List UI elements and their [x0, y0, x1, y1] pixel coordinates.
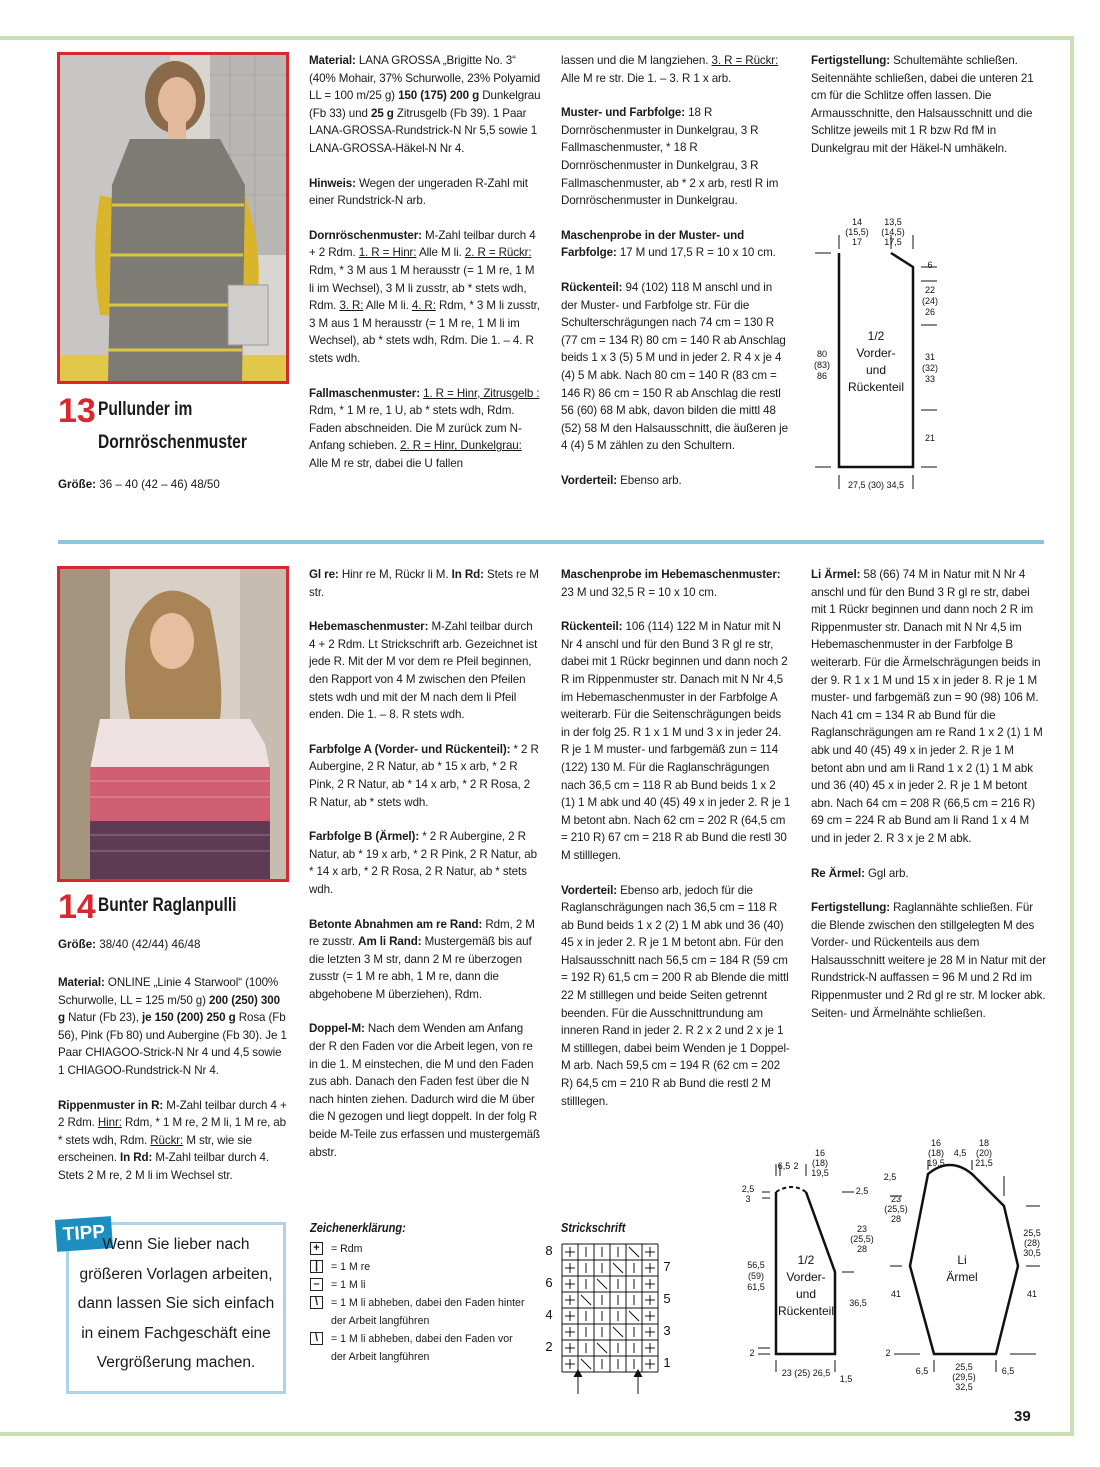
- schs-top-c1: 18: [978, 1138, 990, 1148]
- schb-top-a: 6,5: [777, 1161, 791, 1171]
- chart-title: Strickschrift: [561, 1220, 626, 1235]
- maschenprobe-paragraph: Maschenprobe im Hebemaschenmuster: 23 M und 32,5 R = 10 x 10 cm.: [561, 568, 781, 599]
- chart-slip-stitch: [581, 1359, 591, 1369]
- chart-edge-stitch: [645, 1327, 655, 1337]
- chart-slip-stitch: [597, 1279, 607, 1289]
- schematic-pullunder: [805, 215, 965, 500]
- chart-edge-stitch: [565, 1359, 575, 1369]
- project14-col2: [561, 566, 791, 1127]
- legend-item: – = 1 M li: [310, 1276, 530, 1294]
- chart-edge-stitch: [565, 1295, 575, 1305]
- sch13-top-right-3: 17,5: [884, 237, 902, 247]
- schb-top-c1: 16: [814, 1148, 826, 1158]
- chart-edge-stitch: [565, 1279, 575, 1289]
- schb-bottom: 23 (25) 26,5: [781, 1368, 831, 1378]
- chart-row-label: 2: [545, 1339, 553, 1354]
- farbfolge-a-paragraph: Farbfolge A (Vorder- und Rückenteil): * 2 R Aubergine, 2 R Natur, ab * 15 x arb, * 2 R Pink, 2 R Natur, ab * 14 x arb, * 2 R Rosa, 2 R Natur, ab * stets wdh.: [309, 742, 539, 809]
- sch13-left-a: 80: [816, 349, 828, 359]
- schb-bund: 2: [749, 1348, 755, 1358]
- schb-bottom-b: 1,5: [839, 1374, 853, 1384]
- chart-edge-stitch: [645, 1359, 655, 1369]
- schb-right-b1: 23: [856, 1224, 868, 1234]
- li-aermel-paragraph: Li Ärmel: 58 (66) 74 M in Natur mit N Nr 4 anschl und für den Bund 3 R gl re str, dabei mit 1 Rückr beginnen und dann noch 2 R im Rippenmuster str. Danach mit N Nr 4,5 im Hebemaschenmuster in der Farbfolge B weiterarb. Für die Ärmelschrägungen beids in der 9. R 1 x 1 M und 15 x in jeder 8. R je 1 M muster- und farbgemäß zun = 90 (98) 106 M. Nach 41 cm = 134 R ab Bund für die Raglanschrägungen am re Rand 1 x 2 (1) 1 M abk und 40 (45) 49 x in jeder 2. R je 1 M betont abn und am li Rand 1 x 2 (1) 1 M abk und 36 (40) 45 x in jeder 2. R je 1 M betont abn. Nach 64 cm = 208 R (66,5 cm = 216 R) 69 cm = 224 R ab Bund am li Rand 1 x 4 M und in jeder 2. R 3 x je 2 M abk.: [811, 568, 1043, 845]
- schb-center-4: Rückenteil: [777, 1304, 835, 1318]
- vorderteil-paragraph: Vorderteil: Ebenso arb, jedoch für die Raglanschrägungen nach 36,5 cm = 118 R ab Bund beids 1 x 2 (2) 1 M abk und 36 (40) 45 x in jeder 2. R je 1 M betont abn. Für den Halsausschnitt nach 56,5 cm = 184 R (59 cm = 192 R) 61,5 cm = 200 R ab Blende die mittl 22 M stilllegen und beide Seiten getrennt beenden. Für die Ausschnittrundung am inneren Rand in jeder 2. R 2 x 2 und 2 x je 1 M stilllegen, dabei beim Wenden je 1 Doppel-M arb. Nach 59,5 cm = 194 R (62 cm = 202 R) 64,5 cm = 210 R ab Bund die restl 2 M stilllegen.: [561, 883, 790, 1108]
- knitting-chart: [540, 1236, 680, 1396]
- knit-stitch-icon: |: [310, 1260, 323, 1273]
- chart-slip-stitch: [613, 1327, 623, 1337]
- project14-title: Bunter Raglanpulli: [98, 895, 237, 916]
- chart-row-label: 3: [663, 1323, 671, 1338]
- schs-bottom-c: 6,5: [1001, 1366, 1015, 1376]
- chart-edge-stitch: [565, 1343, 575, 1353]
- sch13-top-right-1: 13,5: [884, 217, 902, 227]
- sch13-left-b: (83): [813, 360, 831, 370]
- chart-row-label: 4: [545, 1307, 553, 1322]
- schb-center-1: 1/2: [797, 1253, 815, 1267]
- chart-slip-stitch: [613, 1263, 623, 1273]
- schs-left-b3: 28: [890, 1214, 902, 1224]
- hinweis-paragraph: Hinweis: Wegen der ungeraden R-Zahl mit einer Rundstrick-N arb.: [309, 176, 528, 208]
- slip-back-icon: \: [310, 1296, 323, 1309]
- chart-slip-stitch: [629, 1311, 639, 1321]
- project14-number: 14: [58, 888, 96, 926]
- project13-number: 13: [58, 392, 96, 430]
- fertigstellung-paragraph: Fertigstellung: Raglannähte schließen. Für die Blende zwischen den stillgelegten M des Vorder- und Rückenteils aus dem Halsausschnitt weitere je 28 M in Natur mit der Rundstrick-N auffassen = 96 M und 2 Rd im Rippenmuster und 2 Rd gl re str. M locker abk. Seiten- und Ärmelnähte schließen.: [811, 901, 1046, 1020]
- schb-top-b: 2: [793, 1161, 799, 1171]
- size-value: 38/40 (42/44) 46/48: [99, 938, 201, 951]
- schematic-body: [740, 1136, 890, 1386]
- tipp-text: Wenn Sie lieber nach größeren Vorlagen arbeiten, dann lassen Sie sich einfach in einem Fachgeschäft eine Vergrößerung machen.: [77, 1236, 275, 1371]
- sch13-right-1: 6: [927, 260, 933, 270]
- schb-center-2: Vorder-: [786, 1270, 826, 1284]
- schs-right-b: 41: [1026, 1289, 1038, 1299]
- schs-bund: 2: [885, 1348, 891, 1358]
- chart-slip-stitch: [581, 1295, 591, 1305]
- legend-item: | = 1 M re: [310, 1258, 530, 1276]
- schs-top-b: 4,5: [953, 1148, 967, 1158]
- schematic-sleeve: [880, 1136, 1050, 1392]
- chart-edge-stitch: [645, 1295, 655, 1305]
- chart-row-label: 1: [663, 1355, 671, 1370]
- chart-edge-stitch: [565, 1311, 575, 1321]
- legend-title: Zeichenerklärung:: [310, 1220, 406, 1235]
- legend-item: + = Rdm: [310, 1240, 530, 1258]
- schs-top-a1: 16: [930, 1138, 942, 1148]
- schs-left-b1: 23: [890, 1194, 902, 1204]
- schs-right-a2: (28): [1023, 1238, 1041, 1248]
- chart-edge-stitch: [645, 1311, 655, 1321]
- sch13-right-2a: 22: [924, 285, 936, 295]
- schb-center-3: und: [795, 1287, 817, 1301]
- project13-col2: [561, 52, 791, 506]
- legend-item: \ = 1 M li abheben, dabei den Faden hinter der Arbeit langführen: [310, 1294, 530, 1330]
- chart-edge-stitch: [645, 1247, 655, 1257]
- schb-right-b2: (25,5): [850, 1234, 874, 1244]
- schs-top-c2: (20): [975, 1148, 993, 1158]
- legend: [310, 1240, 530, 1366]
- project14-col0: [58, 974, 290, 1202]
- project13-title-line2: Dornröschenmuster: [98, 432, 247, 453]
- schb-top-c3: 19,5: [811, 1168, 829, 1178]
- schs-right-a1: 25,5: [1023, 1228, 1041, 1238]
- schb-left-a1: 2,5: [741, 1184, 755, 1194]
- schs-center-2: Ärmel: [946, 1270, 978, 1284]
- sch13-top-right-2: (14,5): [881, 227, 905, 237]
- size-label: Größe:: [58, 478, 97, 491]
- project13-col1: [309, 52, 541, 489]
- project13-col3: [811, 52, 1046, 175]
- sch13-center-1: 1/2: [867, 329, 885, 343]
- chart-edge-stitch: [565, 1247, 575, 1257]
- schs-center-1: Li: [957, 1253, 967, 1267]
- section-divider: [58, 540, 1044, 544]
- sch13-right-4: 21: [924, 433, 936, 443]
- sch13-top-left-2: (15,5): [845, 227, 869, 237]
- slip-front-icon: \: [310, 1332, 323, 1345]
- chart-edge-stitch: [565, 1327, 575, 1337]
- sch13-right-3b: (32): [921, 363, 939, 373]
- rippenmuster-paragraph: Rippenmuster in R: M-Zahl teilbar durch 4 + 2 Rdm. Hinr: Rdm, * 1 M re, 2 M li, 1 M re, ab * stets wdh, Rdm. Rückr: M str, wie sie erscheinen. In Rd: M-Zahl teilbar durch 4. Stets 2 M re, 2 M li im Wechsel str.: [58, 1098, 287, 1182]
- schb-left-b3: 61,5: [747, 1282, 765, 1292]
- schb-left-b1: 56,5: [747, 1260, 765, 1270]
- sch13-center-3: und: [865, 363, 887, 377]
- maschenprobe-paragraph: Maschenprobe in der Muster- und Farbfolge: 17 M und 17,5 R = 10 x 10 cm.: [561, 228, 776, 260]
- sch13-right-3c: 33: [924, 374, 936, 384]
- schb-right-b3: 28: [856, 1244, 868, 1254]
- sch13-center-2: Vorder-: [856, 346, 896, 360]
- re-aermel-paragraph: Re Ärmel: Ggl arb.: [811, 866, 909, 880]
- vorderteil-paragraph: Vorderteil: Ebenso arb.: [561, 473, 682, 487]
- sch13-bottom: 27,5 (30) 34,5: [847, 480, 905, 490]
- sch13-top-left-1: 14: [851, 217, 863, 227]
- schs-bottom-b3: 32,5: [955, 1382, 973, 1392]
- material-paragraph: Material: LANA GROSSA „Brigitte No. 3“ (40% Mohair, 37% Schurwolle, 23% Polyamid LL = 100 m/25 g) 150 (175) 200 g Dunkelgrau (Fb 33) und 25 g Zitrusgelb (Fb 39). 1 Paar LANA-GROSSA-Rundstrick-N Nr 5,5 sowie 1 LANA-GROSSA-Häkel-N Nr 4.: [309, 54, 541, 155]
- sch13-center-4: Rückenteil: [847, 380, 905, 394]
- project14-size: [58, 938, 200, 951]
- hebemaschen-paragraph: Hebemaschenmuster: M-Zahl teilbar durch 4 + 2 Rdm. Lt Strickschrift arb. Gezeichnet ist jede R. Mit der M vor dem re Pfeil beginnen, den Rapport von 4 M zwischen den Pfeilen stets wdh und mit der M nach dem li Pfeil enden. Die 1. – 8. R stets wdh.: [309, 620, 538, 722]
- chart-row-label: 8: [545, 1243, 553, 1258]
- size-label: Größe:: [58, 938, 97, 951]
- sch13-top-left-3: 17: [851, 237, 863, 247]
- dornroeschen-paragraph: Dornröschenmuster: M-Zahl teilbar durch 4 + 2 Rdm. 1. R = Hinr: Alle M li. 2. R = Rückr: Rdm, * 3 M aus 1 M herausstr (= 1 M re, 1 M li im Wechsel), 3 M li zusstr, ab * stets wdh, Rdm. 3. R: Alle M li. 4. R: Rdm, * 3 M li zusstr, 3 M aus 1 M herausstr (= 1 M re, 1 M li im Wechsel), ab * stets wdh, Rdm. Die 1. – 4. R stets wdh.: [309, 228, 540, 365]
- schb-left-a2: 3: [745, 1194, 751, 1204]
- project13-size: [58, 478, 220, 491]
- photo-raglanpulli: [57, 566, 289, 882]
- schs-top-a3: 19,5: [927, 1158, 945, 1168]
- rueckenteil-paragraph: Rückenteil: 106 (114) 122 M in Natur mit N Nr 4 anschl und für den Bund 3 R gl re str, dabei mit 1 Rückr beginnen und dann noch 2 R im Rippenmuster str. Danach mit N Nr 4,5 im Hebemaschenmuster in der Farbfolge A weiterarb. Für die Seitenschrägungen beids in der folg 25. R 1 x 1 M und 3 x in jeder 24. R je 1 M muster- und farbgemäß zun = 114 (122) 130 M. Für die Raglanschrägungen nach 36,5 cm = 118 R ab Bund beids 1 x 2 (1) 1 M abk und 40 (45) 49 x in jeder 2. R je 1 M betont abn. Nach 62 cm = 202 R (64,5 cm = 210 R) 67 cm = 218 R ab Bund die restl 30 M stilllegen.: [561, 620, 791, 862]
- chart-edge-stitch: [645, 1279, 655, 1289]
- photo-pullunder: [57, 52, 289, 384]
- chart-slip-stitch: [597, 1343, 607, 1353]
- sch13-right-3a: 31: [924, 352, 936, 362]
- chart-row-label: 6: [545, 1275, 553, 1290]
- purl-stitch-icon: –: [310, 1278, 323, 1291]
- muster-paragraph: Muster- und Farbfolge: 18 R Dornröschenmuster in Dunkelgrau, 3 R Fallmaschenmuster, * 18 R Dornröschenmuster in Dunkelgrau, 3 R Fallmaschenmuster, ab * 2 x arb, restl R im Dornröschenmuster in Dunkelgrau.: [561, 106, 779, 208]
- schs-left-a: 2,5: [883, 1172, 897, 1182]
- schb-right-a: 2,5: [855, 1186, 869, 1196]
- schb-right-c: 36,5: [849, 1298, 867, 1308]
- chart-edge-stitch: [565, 1263, 575, 1273]
- project14-col3: [811, 566, 1046, 1039]
- chart-arrows: [574, 1370, 642, 1394]
- schs-bottom-b2: (29,5): [952, 1372, 976, 1382]
- schs-left-b2: (25,5): [884, 1204, 908, 1214]
- photo-raglanpulli-image: [60, 569, 286, 879]
- chart-row-label: 5: [663, 1291, 671, 1306]
- betonte-abnahmen-paragraph: Betonte Abnahmen am re Rand: Rdm, 2 M re zusstr. Am li Rand: Mustergemäß bis auf die letzten 3 M str, dann 2 M re überzogen zusstr (= 1 M re abh, 1 M re, dann die abgehobene M überziehen), Rdm.: [309, 917, 535, 1001]
- schs-top-a2: (18): [927, 1148, 945, 1158]
- size-value: 36 – 40 (42 – 46) 48/50: [99, 478, 220, 491]
- schs-bottom-b1: 25,5: [955, 1362, 973, 1372]
- legend-item: \ = 1 M li abheben, dabei den Faden vor der Arbeit langführen: [310, 1330, 530, 1366]
- schs-bottom-a: 6,5: [915, 1366, 929, 1376]
- schs-left-c: 41: [890, 1289, 902, 1299]
- schb-left-b2: (59): [747, 1271, 765, 1281]
- schs-right-a3: 30,5: [1023, 1248, 1041, 1258]
- chart-row-label: 7: [663, 1259, 671, 1274]
- farbfolge-b-paragraph: Farbfolge B (Ärmel): * 2 R Aubergine, 2 R Natur, ab * 19 x arb, * 2 R Pink, 2 R Natur, ab * 14 x arb, * 2 R Rosa, 2 R Natur, ab * stets wdh.: [309, 830, 537, 896]
- schs-top-c3: 21,5: [975, 1158, 993, 1168]
- page-number: 39: [1014, 1408, 1031, 1425]
- continue-paragraph: lassen und die M langziehen. 3. R = Rückr: Alle M re str. Die 1. – 3. R 1 x arb.: [561, 54, 779, 85]
- rueckenteil-paragraph: Rückenteil: 94 (102) 118 M anschl und in der Muster- und Farbfolge str. Für die Schulterschrägungen nach 74 cm = 130 R (77 cm = 134 R) 80 cm = 140 R ab Anschlag beids 1 x 3 (5) 5 M und in jeder 2. R 4 x je 4 (4) 5 M abk. Nach 80 cm = 140 R (83 cm = 146 R) 86 cm = 150 R ab Anschlag die restl 56 (60) 68 M abk, davon bilden die mittl 48 (52) 58 M den Halsausschnitt, die äußeren je 4 (4) 5 M zählen zu den Schultern.: [561, 280, 788, 453]
- schb-top-c2: (18): [811, 1158, 829, 1168]
- edge-stitch-icon: +: [310, 1242, 323, 1255]
- glatt-rechts-paragraph: Gl re: Hinr re M, Rückr li M. In Rd: Stets re M str.: [309, 568, 539, 599]
- tipp-label: TIPP: [55, 1216, 113, 1252]
- material-paragraph: Material: ONLINE „Linie 4 Starwool“ (100% Schurwolle, LL = 125 m/50 g) 200 (250) 300 g Natur (Fb 23), je 150 (200) 250 g Rosa (Fb 56), Pink (Fb 80) und Aubergine (Fb 30). Je 1 Paar CHIAGOO-Strick-N Nr 4 und 4,5 sowie 1 CHIAGOO-Rundstrick-N Nr 4.: [58, 976, 287, 1077]
- chart-edge-stitch: [645, 1343, 655, 1353]
- sch13-right-2c: 26: [924, 307, 936, 317]
- sch13-right-2b: (24): [921, 296, 939, 306]
- photo-pullunder-image: [60, 55, 286, 381]
- fallmaschen-paragraph: Fallmaschenmuster: 1. R = Hinr, Zitrusgelb : Rdm, * 1 M re, 1 U, ab * stets wdh, Rdm. Faden abschneiden. Die M zurück zum N-Anfang schieben. 2. R = Hinr, Dunkelgrau: Alle M re str, dabei die U fallen: [309, 386, 540, 470]
- fertigstellung-paragraph: Fertigstellung: Schultemähte schließen. Seitennähte schließen, dabei die unteren 21 cm für die Schlitze offen lassen. Die Armausschnitte, den Halsausschnitt und die Schlitze jeweils mit 1 R bzw Rd fM in Dunkelgrau mit der Häkel-N umhäkeln.: [811, 54, 1034, 155]
- chart-edge-stitch: [645, 1263, 655, 1273]
- doppel-m-paragraph: Doppel-M: Nach dem Wenden am Anfang der R den Faden vor die Arbeit legen, von re in die 1. M einstechen, die M und den Faden zus abh. Danach den Faden fest über die N nach hinten ziehen. Dadurch wird die M über die N gezogen und liegt doppelt. In der folg R beide M-Teile zus erfassen und mustergemäß abstr.: [309, 1022, 541, 1159]
- project14-col1: [309, 566, 541, 1178]
- sch13-left-c: 86: [816, 371, 828, 381]
- chart-slip-stitch: [629, 1247, 639, 1257]
- project13-title-line1: Pullunder im: [98, 399, 193, 420]
